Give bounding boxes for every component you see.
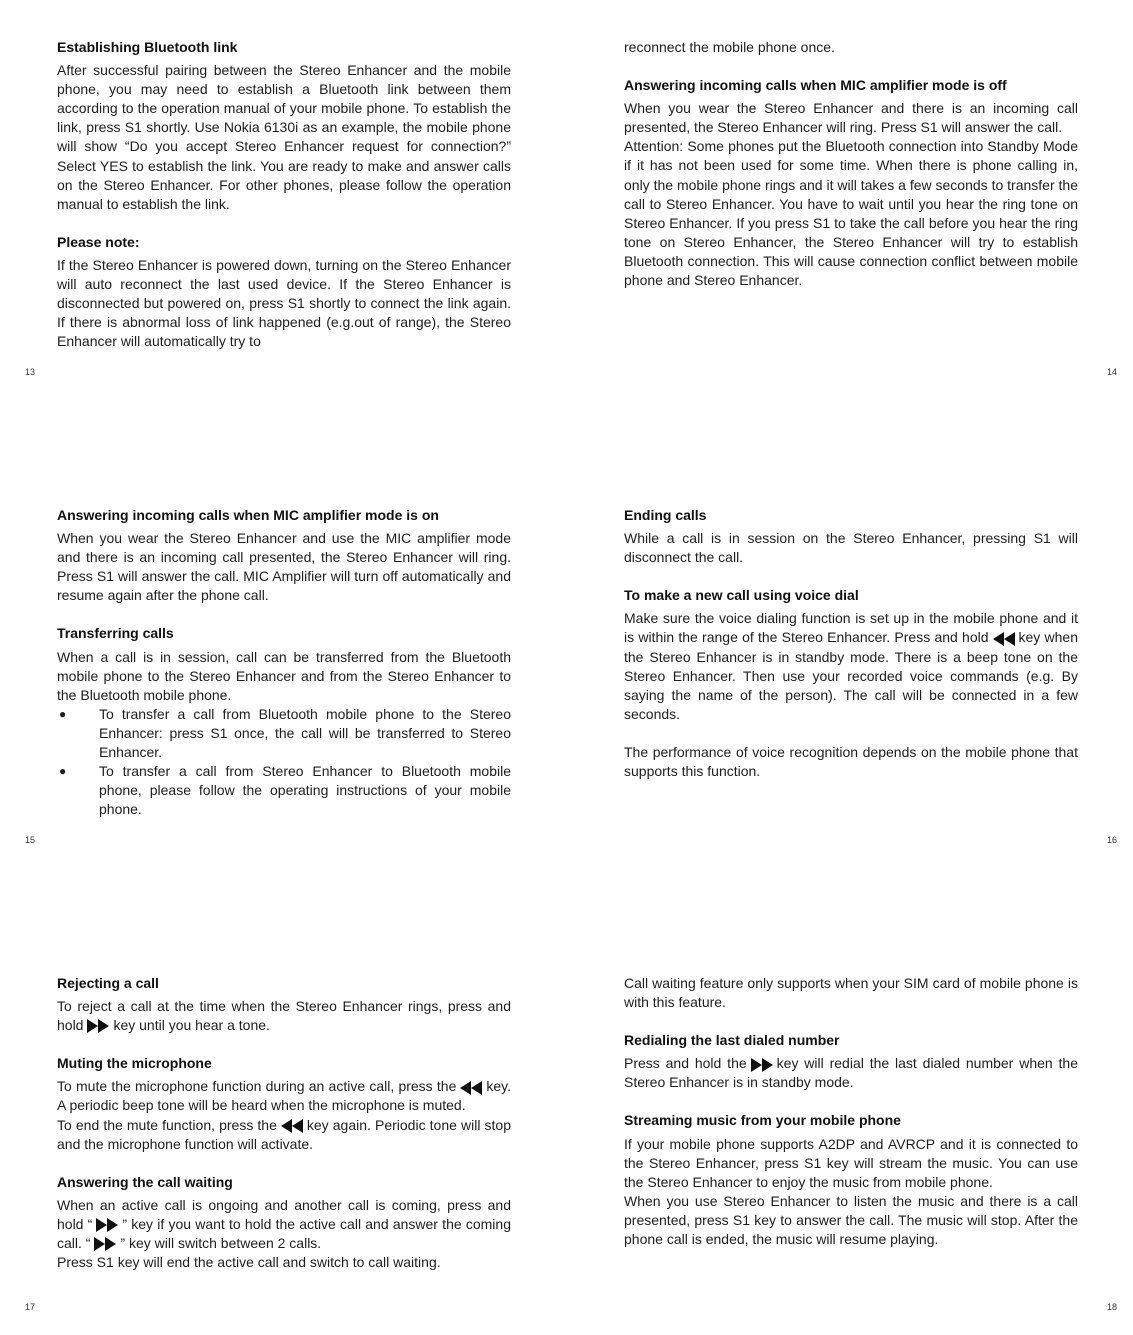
paragraph: The performance of voice recognition depends on the mobile phone that supports this function.: [624, 743, 1078, 780]
page-number: 14: [1107, 367, 1118, 377]
paragraph: Press S1 key will end the active call and switch to call waiting.: [57, 1254, 441, 1271]
heading-transferring-calls: Transferring calls: [57, 625, 174, 642]
heading-voice-dial: To make a new call using voice dial: [624, 587, 859, 604]
page-17: [57, 974, 511, 1272]
bullet-list: [57, 705, 511, 820]
bullet-icon: ●: [59, 706, 67, 721]
paragraph: To mute the microphone function during an active call, press the key. A periodic beep tone will be heard when the microphone is muted.: [57, 1078, 511, 1114]
page-number: 17: [25, 1302, 36, 1312]
page-16: [624, 506, 1078, 781]
paragraph: reconnect the mobile phone once.: [624, 39, 835, 55]
heading-establishing-bluetooth-link: Establishing Bluetooth link: [57, 39, 238, 55]
fast-forward-key-icon: [751, 1058, 773, 1072]
page-14: [624, 38, 1078, 290]
paragraph: When an active call is ongoing and another call is coming, press and hold “ ” key if you want to hold the active call and answer the coming call. “ ” key will switch between 2 calls.: [57, 1196, 511, 1252]
paragraph: To reject a call at the time when the Stereo Enhancer rings, press and hold key until you hear a tone.: [57, 998, 511, 1034]
list-item: ● To transfer a call from Stereo Enhancer to Bluetooth mobile phone, please follow the operating instructions of your mobile phone.: [59, 763, 511, 818]
heading-mic-amplifier-on: Answering incoming calls when MIC amplifier mode is on: [57, 507, 439, 523]
paragraph: After successful pairing between the Stereo Enhancer and the mobile phone, you may need to establish a Bluetooth link between them according to the operation manual of your mobile phone. To establish the link, press S1 shortly. Use Nokia 6130i as an example, the mobile phone will show “Do you accept Stereo Enhancer request for connection?” Select YES to establish the link. You are ready to make and answer calls on the Stereo Enhancer. For other phones, please follow the operation manual to establish the link.: [57, 62, 511, 212]
paragraph: Press and hold the key will redial the last dialed number when the Stereo Enhancer is in standby mode.: [624, 1055, 1078, 1091]
page-number: 16: [1107, 835, 1118, 845]
page-number: 15: [25, 835, 36, 845]
paragraph: When you wear the Stereo Enhancer and there is an incoming call presented, the Stereo Enhancer will ring. Press S1 will answer the call.: [624, 100, 1078, 136]
paragraph: To end the mute function, press the key again. Periodic tone will stop and the microphone function will activate.: [57, 1116, 511, 1152]
heading-rejecting-call: Rejecting a call: [57, 975, 159, 991]
list-item: ● To transfer a call from Bluetooth mobile phone to the Stereo Enhancer: press S1 once, the call will be transferred to Stereo Enhancer.: [59, 705, 511, 761]
fast-forward-key-icon: [87, 1019, 109, 1033]
fast-forward-key-icon: [94, 1237, 116, 1251]
page-13: [57, 38, 511, 351]
paragraph: Make sure the voice dialing function is set up in the mobile phone and it is within the range of the Stereo Enhancer. Press and hold key when the Stereo Enhancer is in standby mode. There is a beep tone on the Stereo Enhancer. Then use your recorded voice commands (e.g. By saying the name of the person). The call will be connected in a few seconds.: [624, 610, 1078, 722]
bullet-icon: ●: [59, 764, 67, 779]
heading-call-waiting: Answering the call waiting: [57, 1173, 233, 1190]
paragraph: If your mobile phone supports A2DP and AVRCP and it is connected to the Stereo Enhancer, press S1 key will stream the music. You can use the Stereo Enhancer to enjoy the music from mobile phone.: [624, 1135, 1078, 1190]
heading-please-note: Please note:: [57, 233, 140, 250]
heading-redialing: Redialing the last dialed number: [624, 1032, 840, 1049]
paragraph: When you wear the Stereo Enhancer and use the MIC amplifier mode and there is an incoming call presented, the Stereo Enhancer will ring. Press S1 will answer the call. MIC Amplifier will turn off automatically and resume again after the phone call.: [57, 530, 511, 604]
page-number: 18: [1107, 1302, 1118, 1312]
heading-ending-calls: Ending calls: [624, 507, 707, 523]
paragraph: If the Stereo Enhancer is powered down, turning on the Stereo Enhancer will auto reconnect the last used device. If the Stereo Enhancer is disconnected but powered on, press S1 shortly to connect the link again. If there is abnormal loss of link happened (e.g.out of range), the Stereo Enhancer will automatically try to: [57, 256, 511, 350]
heading-muting-microphone: Muting the microphone: [57, 1055, 212, 1072]
paragraph: When a call is in session, call can be transferred from the Bluetooth mobile phone to the Stereo Enhancer and from the Stereo Enhancer to the Bluetooth mobile phone.: [57, 648, 511, 703]
heading-mic-amplifier-off: Answering incoming calls when MIC amplifier mode is off: [624, 77, 1007, 94]
rewind-key-icon: [281, 1119, 303, 1133]
page-18: [624, 974, 1078, 1249]
fast-forward-key-icon: [96, 1218, 118, 1232]
paragraph: While a call is in session on the Stereo Enhancer, pressing S1 will disconnect the call.: [624, 530, 1078, 566]
paragraph: When you use Stereo Enhancer to listen the music and there is a call presented, press S1 key to answer the call. The music will stop. After the phone call is ended, the music will resume playing.: [624, 1192, 1078, 1248]
heading-streaming-music: Streaming music from your mobile phone: [624, 1112, 901, 1129]
rewind-key-icon: [460, 1081, 482, 1095]
paragraph: Call waiting feature only supports when your SIM card of mobile phone is with this feature.: [624, 975, 1078, 1011]
paragraph: Attention: Some phones put the Bluetooth connection into Standby Mode if it has not been used for some time. When there is phone calling in, only the mobile phone rings and it will takes a few seconds to transfer the call to Stereo Enhancer. You have to wait until you hear the ring tone on Stereo Enhancer. If you press S1 to take the call before you hear the ring tone on Stereo Enhancer, the Stereo Enhancer will try to establish Bluetooth connection. This will cause connection conflict between mobile phone and Stereo Enhancer.: [624, 138, 1078, 289]
page-number: 13: [25, 367, 36, 377]
rewind-key-icon: [993, 632, 1015, 646]
page-15: [57, 506, 511, 819]
